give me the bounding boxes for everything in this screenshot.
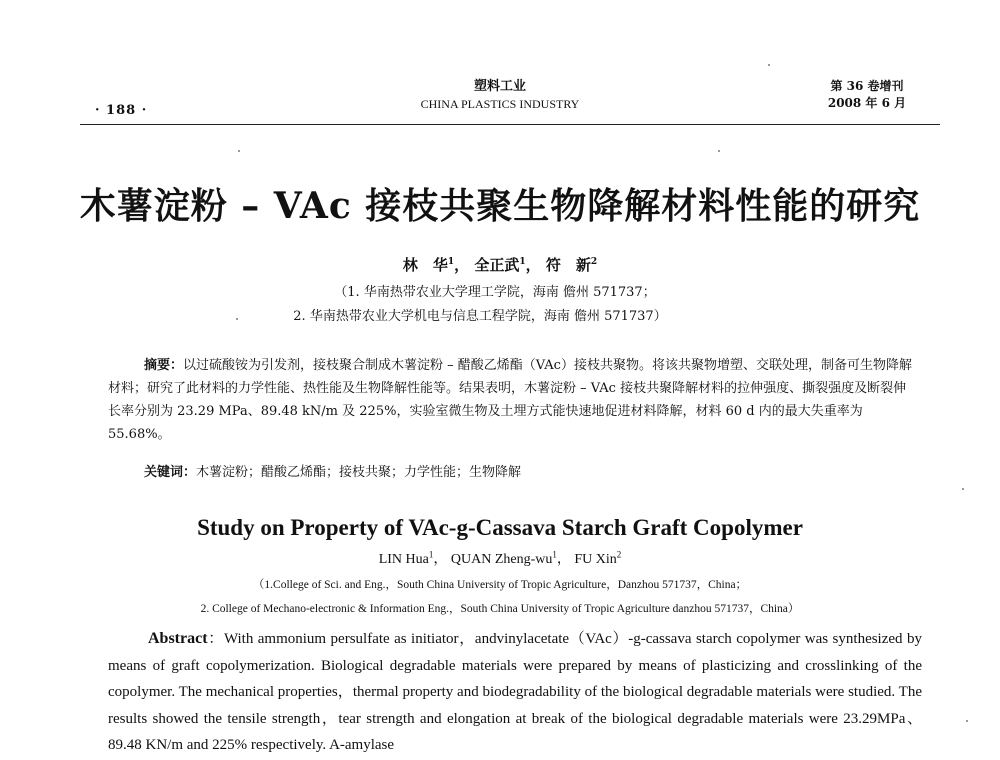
affiliation-cn-2: 2. 华南热带农业大学机电与信息工程学院，海南 儋州 571737） [293,309,667,324]
keywords-label-cn: 关键词： [144,465,197,480]
abstract-en [108,626,922,759]
author-name: 林 华 [402,256,448,274]
scan-speck [238,150,240,152]
affiliation-mark: 1 [447,257,455,267]
abstract-colon: ： [207,631,224,647]
affiliation-mark: 1 [552,549,557,560]
scan-speck [768,64,770,66]
page-number: · 188 · [95,103,148,118]
keywords-cn [144,461,521,480]
affiliation-en-1: （1.College of Sci. and Eng.，South China University of Tropic Agriculture，Danzhou 571737，China； [252,579,748,591]
scan-speck [966,720,968,722]
affiliation-mark: 1 [428,549,434,560]
keywords-text-cn: 木薯淀粉；醋酸乙烯酯；接枝共聚；力学性能；生物降解 [196,465,522,480]
affiliation-mark: 1 [519,257,526,267]
affiliation-en-2: 2. College of Mechano-electronic & Information Eng.，South China University of Tropic Agriculture danzhou 571737，China） [200,603,800,615]
abstract-text-cn: 以过硫酸铵为引发剂，接枝聚合制成木薯淀粉 – 醋酸乙烯酯（VAc）接枝共聚物。将该共聚物增塑、交联处理，制备可生物降解材料；研究了此材料的力学性能、热性能及生物降解性能等。结果表明，木薯淀粉 – VAc 接枝共聚降解材料的拉伸强度、撕裂强度及断裂伸长率分别为 23.29 MPa、89.48 kN/m 及 225%，实验室微生物及土埋方式能快速地促进材料降解，材料 60 d 内的最大失重率为 55.68%。 [108,358,912,442]
volume-label: 第 36 卷增刊 [830,79,904,93]
author-separator: ， [433,552,448,567]
scan-speck [718,150,720,152]
journal-name-cn: 塑料工业 [473,79,526,94]
author-name: 全正武 [474,256,520,274]
affiliation-mark: 2 [616,549,622,560]
author-list-en [0,548,1000,568]
journal-name [380,78,620,113]
issue-date: 2008 年 6 月 [827,96,907,110]
author-separator: ， [556,552,571,567]
author-name: 符 新 [545,256,591,274]
author-name: LIN Hua [378,552,429,567]
abstract-label-en: Abstract [148,630,208,647]
affiliation-cn-1: （1. 华南热带农业大学理工学院，海南 儋州 571737； [334,285,656,300]
affiliation-mark: 2 [590,257,598,267]
author-name: FU Xin [574,552,617,567]
journal-name-en: CHINA PLASTICS INDUSTRY [420,97,580,111]
article-title-cn: 木薯淀粉 – VAc 接枝共聚生物降解材料性能的研究 [79,185,921,227]
article-title-en: Study on Property of VAc-g-Cassava Starch Graft Copolymer [197,515,803,540]
author-separator: ， [454,256,470,274]
abstract-cn [108,354,914,446]
abstract-text-en: With ammonium persulfate as initiator，andvinylacetate（VAc）-g-cassava starch copolymer was synthesized by means of graft copolymerization. Biological degradable materials were prepared by means of plasticizing and crosslinking of the copolymer. The mechanical properties，thermal property and biodegradability of the biological degradable materials were studied. The results showed the tensile strength，tear strength and elongation at break of the biological degradable materials were 23.29MPa、89.48 KN/m and 225% respectively. A-amylase [108,631,922,753]
header-divider [80,124,940,125]
author-separator: ， [525,256,541,274]
scan-speck [236,318,238,320]
author-name: QUAN Zheng-wu [450,552,553,567]
abstract-label-cn: 摘要： [144,358,184,373]
issue-info [812,78,922,112]
scan-speck [962,488,964,490]
author-list-cn [0,254,1000,275]
